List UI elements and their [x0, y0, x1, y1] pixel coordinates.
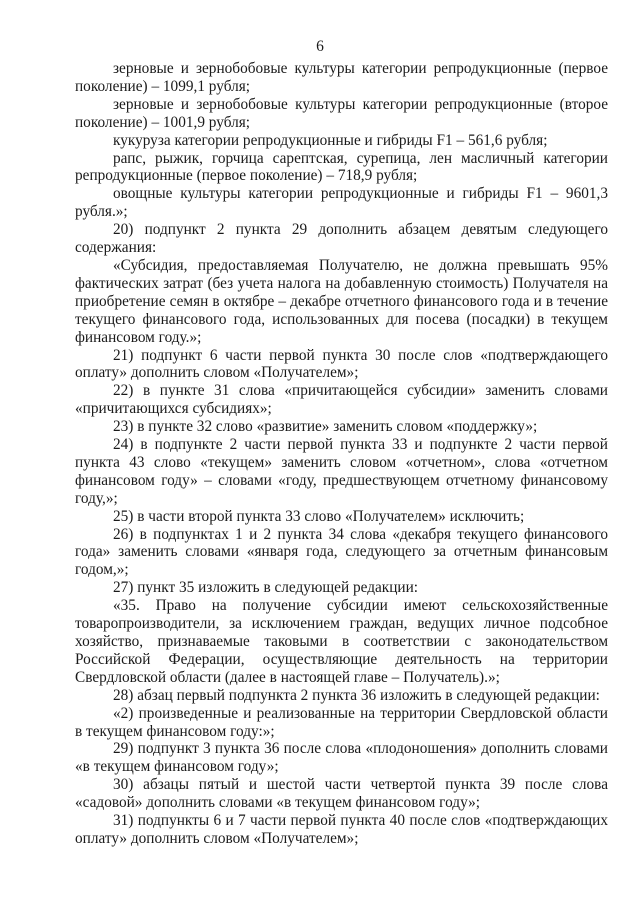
paragraph-vegetables: овощные культуры категории репродукционные и гибриды F1 – 9601,3 рубля.»; — [75, 185, 608, 221]
paragraph-item-24: 24) в подпункте 2 части первой пункта 33 и подпункте 2 части первой пункта 43 слово «текущем» заменить словом «отчетном», слова «отчетном финансовом году» – словами «году, предшествующем отчетному финансовому году,»; — [75, 436, 608, 507]
paragraph-item-28: 28) абзац первый подпункта 2 пункта 36 изложить в следующей редакции: — [113, 686, 600, 704]
paragraph-rapeseed: рапс, рыжик, горчица сарептская, сурепица, лен масличный категории репродукционные (первое поколение) – 718,9 рубля; — [75, 149, 608, 185]
paragraph-item-29: 29) подпункт 3 пункта 36 после слова «плодоношения» дополнить словами «в текущем финансовом году»; — [75, 740, 608, 776]
paragraph-point-35: «35. Право на получение субсидии имеют сельскохозяйственные товаропроизводители, за исключением граждан, ведущих личное подсобное хозяйство, признаваемые таковыми в соответствии с законодательством Российской Федерации, осуществляющие деятельность на территории Свердловской области (далее в настоящей главе – Получатель).»; — [75, 597, 608, 686]
paragraph-item-27: 27) пункт 35 изложить в следующей редакции: — [113, 579, 419, 597]
paragraph-item-30: 30) абзацы пятый и шестой части четвертой пункта 39 после слова «садовой» дополнить словами «в текущем финансовом году»; — [75, 776, 608, 812]
paragraph-item-20: 20) подпункт 2 пункта 29 дополнить абзацем девятым следующего содержания: — [75, 221, 608, 257]
paragraph-item-26: 26) в подпунктах 1 и 2 пункта 34 слова «декабря текущего финансового года» заменить словами «января года, следующего за отчетным финансовым годом,»; — [75, 525, 608, 579]
paragraph-corn: кукуруза категории репродукционные и гибриды F1 – 561,6 рубля; — [113, 131, 548, 149]
paragraph-item-25: 25) в части второй пункта 33 слово «Получателем» исключить; — [113, 507, 525, 525]
paragraph-item-21: 21) подпункт 6 части первой пункта 30 после слов «подтверждающего оплату» дополнить словом «Получателем»; — [75, 346, 608, 382]
page-number: 6 — [316, 38, 324, 55]
document-body — [75, 60, 608, 848]
paragraph-grain-first-generation: зерновые и зернобобовые культуры категории репродукционные (первое поколение) – 1099,1 рубля; — [75, 60, 608, 95]
paragraph-subsidy-limit: «Субсидия, предоставляемая Получателю, не должна превышать 95% фактических затрат (без учета налога на добавленную стоимость) Получателя на приобретение семян в октябре – декабре отчетного финансового года и в течение текущего финансового года, использованных для посева (посадки) в текущем финансовом году.»; — [75, 256, 608, 346]
paragraph-item-23: 23) в пункте 32 слово «развитие» заменить словом «поддержку»; — [113, 418, 538, 436]
paragraph-item-31: 31) подпункты 6 и 7 части первой пункта 40 после слов «подтверждающих оплату» дополнить словом «Получателем»; — [75, 812, 608, 847]
paragraph-item-22: 22) в пункте 31 слова «причитающейся субсидии» заменить словами «причитающихся субсидиях»; — [75, 382, 608, 418]
paragraph-point-36-sub-2: «2) произведенные и реализованные на территории Свердловской области в текущем финансовом году:»; — [75, 704, 608, 740]
paragraph-grain-second-generation: зерновые и зернобобовые культуры категории репродукционные (второе поколение) – 1001,9 рубля; — [75, 95, 608, 131]
